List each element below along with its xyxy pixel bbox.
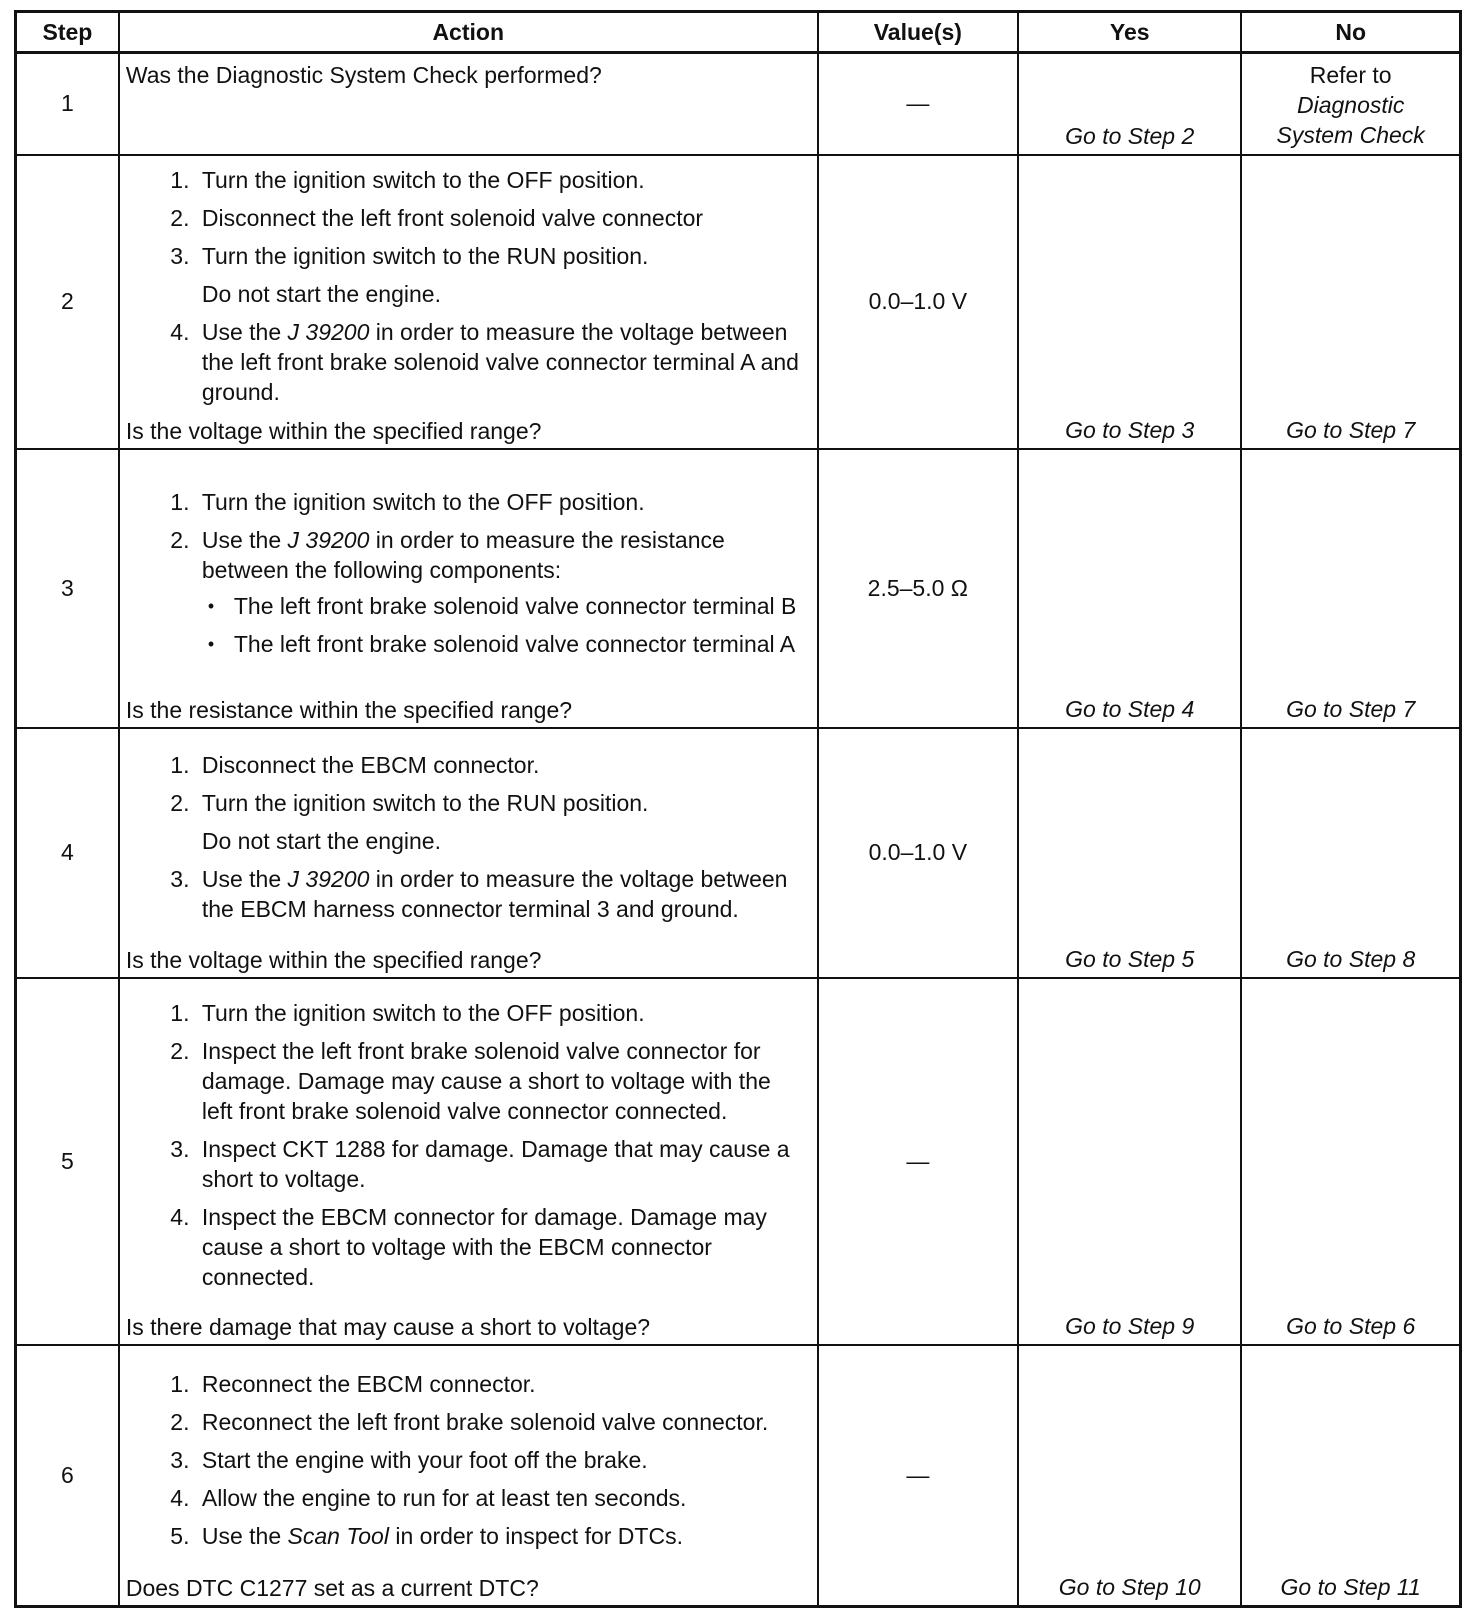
action-steps — [126, 1369, 807, 1551]
value-cell: — — [818, 53, 1019, 155]
value-cell: 0.0–1.0 V — [818, 155, 1019, 449]
tool-name: J 39200 — [287, 318, 370, 345]
header-row — [16, 12, 1461, 53]
yes-result: Go to Step 4 — [1065, 696, 1195, 723]
action-steps — [126, 165, 807, 407]
no-result-line2: Diagnostic — [1296, 91, 1405, 118]
no-result: Go to Step 7 — [1286, 696, 1416, 723]
action-question: Is the voltage within the specified range? — [125, 417, 542, 444]
action-item: 2. Reconnect the left front brake solenoid valve connector. — [196, 1407, 807, 1437]
no-result-prefix: Refer to — [1309, 61, 1392, 88]
action-item: 1. Reconnect the EBCM connector. — [196, 1369, 807, 1399]
step-number: 3 — [16, 449, 119, 729]
action-item: 1. Disconnect the EBCM connector. — [196, 750, 807, 780]
table-row — [16, 1345, 1461, 1606]
yes-cell — [1018, 1345, 1241, 1606]
step-number: 1 — [16, 53, 119, 155]
table-row — [16, 978, 1461, 1346]
value-cell: 2.5–5.0 Ω — [818, 449, 1019, 729]
table-row — [16, 728, 1461, 977]
no-result: Go to Step 11 — [1280, 1574, 1421, 1600]
action-item: 1. Turn the ignition switch to the OFF position. — [196, 487, 807, 517]
action-cell — [119, 155, 818, 449]
table-row — [16, 53, 1461, 155]
yes-result: Go to Step 9 — [1065, 1313, 1195, 1340]
yes-result: Go to Step 5 — [1065, 945, 1195, 972]
yes-cell — [1018, 155, 1241, 449]
action-note: Do not start the engine. — [201, 827, 441, 854]
action-steps — [126, 998, 807, 1292]
diagnostic-table — [14, 10, 1462, 1608]
header-step: Step — [16, 12, 119, 53]
action-question: Was the Diagnostic System Check performed? — [125, 62, 602, 88]
yes-result: Go to Step 3 — [1065, 416, 1195, 443]
action-item: 1. Turn the ignition switch to the OFF position. — [196, 998, 807, 1028]
action-cell — [119, 1345, 818, 1606]
no-cell — [1241, 53, 1460, 155]
action-item: 2. Inspect the left front brake solenoid valve connector for damage. Damage may cause a short to voltage with the left front brake solenoid valve connector connected. — [196, 1036, 807, 1126]
action-question: Is the voltage within the specified range? — [125, 946, 542, 973]
action-item: 4. Allow the engine to run for at least ten seconds. — [196, 1483, 807, 1513]
table-row — [16, 155, 1461, 449]
action-cell — [119, 449, 818, 729]
action-item: 2. Turn the ignition switch to the RUN position. Do not start the engine. — [196, 788, 807, 856]
action-item: 3. Start the engine with your foot off the brake. — [196, 1445, 807, 1475]
action-cell — [119, 978, 818, 1346]
no-result: Go to Step 7 — [1286, 416, 1416, 443]
yes-cell — [1018, 978, 1241, 1346]
action-cell — [119, 728, 818, 977]
component-item: • The left front brake solenoid valve connector terminal B — [234, 591, 807, 621]
no-cell — [1241, 728, 1460, 977]
action-item: 4. Inspect the EBCM connector for damage. Damage may cause a short to voltage with the EBCM connector connected. — [196, 1202, 807, 1292]
step-number: 4 — [16, 728, 119, 977]
yes-cell — [1018, 53, 1241, 155]
action-steps — [126, 750, 807, 924]
header-action: Action — [119, 12, 818, 53]
no-result — [1242, 60, 1459, 150]
action-cell — [119, 53, 818, 155]
no-result: Go to Step 8 — [1286, 945, 1416, 972]
action-item: 4. Use the J 39200 in order to measure the voltage between the left front brake solenoid valve connector terminal A and ground. — [196, 317, 807, 407]
step-number: 2 — [16, 155, 119, 449]
action-item: 5. Use the Scan Tool in order to inspect for DTCs. — [196, 1521, 807, 1551]
action-item: 2. Disconnect the left front solenoid valve connector — [196, 203, 807, 233]
no-cell — [1241, 978, 1460, 1346]
action-steps — [126, 487, 807, 659]
header-yes: Yes — [1018, 12, 1241, 53]
value-cell: — — [818, 1345, 1019, 1606]
action-item: 3. Turn the ignition switch to the RUN position. Do not start the engine. — [196, 241, 807, 309]
component-list — [202, 591, 807, 659]
action-item: 3. Inspect CKT 1288 for damage. Damage that may cause a short to voltage. — [196, 1134, 807, 1194]
no-cell — [1241, 155, 1460, 449]
header-no: No — [1241, 12, 1460, 53]
action-item: 2. Use the J 39200 in order to measure the resistance between the following components: • The left front brake solenoid valve connector terminal B • The left front brake solenoid valve connector terminal A — [196, 525, 807, 659]
no-cell — [1241, 449, 1460, 729]
action-note: Do not start the engine. — [201, 280, 441, 307]
yes-result: Go to Step 2 — [1065, 122, 1195, 149]
tool-name: J 39200 — [287, 865, 370, 892]
action-item: 1. Turn the ignition switch to the OFF position. — [196, 165, 807, 195]
action-question: Is the resistance within the specified range? — [125, 697, 573, 724]
component-item: • The left front brake solenoid valve connector terminal A — [234, 629, 807, 659]
no-result: Go to Step 6 — [1286, 1313, 1416, 1340]
action-question: Does DTC C1277 set as a current DTC? — [125, 1575, 539, 1601]
no-cell — [1241, 1345, 1460, 1606]
tool-name: Scan Tool — [287, 1522, 389, 1549]
step-number: 6 — [16, 1345, 119, 1606]
no-result-line3: System Check — [1276, 121, 1425, 148]
action-question: Is there damage that may cause a short to voltage? — [125, 1314, 651, 1341]
yes-cell — [1018, 449, 1241, 729]
step-number: 5 — [16, 978, 119, 1346]
yes-result: Go to Step 10 — [1058, 1574, 1201, 1600]
table-row — [16, 449, 1461, 729]
value-cell: 0.0–1.0 V — [818, 728, 1019, 977]
action-item: 3. Use the J 39200 in order to measure the voltage between the EBCM harness connector terminal 3 and ground. — [196, 864, 807, 924]
yes-cell — [1018, 728, 1241, 977]
header-values: Value(s) — [818, 12, 1019, 53]
tool-name: J 39200 — [287, 526, 370, 553]
value-cell: — — [818, 978, 1019, 1346]
